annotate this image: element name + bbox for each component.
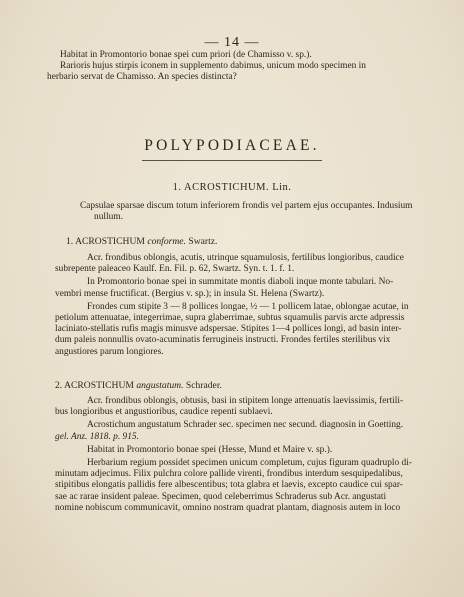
species-genus: ACROSTICHUM: [64, 380, 134, 391]
genus-desc-line: nullum.: [94, 212, 123, 223]
family-title: POLYPODIACEAE.: [144, 137, 320, 154]
desc-line: subrepente paleaceo Kaulf. En. Fil. p. 62, Swartz. Syn. t. 1. f. 1.: [55, 264, 295, 275]
intro-paragraph: [47, 50, 427, 84]
page-number: — 14 —: [204, 35, 260, 50]
species-epithet: angustatum.: [136, 380, 184, 391]
species-genus: ACROSTICHUM: [75, 236, 145, 247]
intro-line: Habitat in Promontorio bonae spei cum priori (de Chamisso v. sp.).: [60, 50, 312, 60]
desc-line: Herbarium regium possidet specimen unicum completum, cujus figuram quadruplo di-: [87, 458, 412, 469]
desc-line: Frondes cum stipite 3 — 8 pollices longae, ½ — 1 pollicem latae, oblongae acutae, in: [87, 301, 409, 312]
desc-line: angustiores parum longiores.: [55, 346, 164, 357]
intro-line: herbario servat de Chamisso. An species distincta?: [47, 72, 237, 83]
title-rule: [142, 160, 322, 161]
species-number: 1.: [66, 236, 74, 247]
intro-line: Rarioris hujus stirpis iconem in supplemento dabimus, unicum modo specimen in: [60, 61, 366, 72]
desc-line: gel. Anz. 1818. p. 915.: [55, 431, 139, 442]
genus-description: [80, 201, 420, 223]
desc-line: minutam adjecimus. Filix pulchra colore pallide virenti, frondibus interdum sesquipedalibus,: [55, 469, 403, 480]
species-author: Schrader.: [185, 380, 222, 391]
desc-line: In Promontorio bonae spei in summitate montis diaboli inque monte tabulari. No-: [87, 277, 394, 288]
species-author: Swartz.: [188, 236, 218, 247]
species-description: [47, 396, 427, 514]
species-description: [47, 253, 427, 358]
desc-line: dum paleis nonnullis ovato-acuminatis ferrugineis instructi. Frondes fertiles sterilibus vix: [55, 335, 391, 346]
desc-line: bus longioribus et angustioribus, caudice repenti sublaevi.: [55, 407, 273, 418]
desc-line: laciniato-stellatis rufis magis minusve adspersae. Stipites 1—4 pollices longi, ad basin inter-: [55, 324, 402, 335]
genus-heading: 1. ACROSTICHUM. Lin.: [172, 182, 292, 193]
species-number: 2.: [55, 380, 63, 391]
desc-line: Habitat in Promontorio bonae spei (Hesse, Mund et Maire v. sp.).: [87, 444, 333, 455]
desc-line: nomine nobiscum communicavit, omnino nostram quadrat plantam, diagnosis autem in loco: [55, 502, 401, 513]
desc-line: petiolum attenuatae, integerrimae, supra glaberrimae, subtus squamulis parvis arcte adpressis: [55, 313, 405, 324]
species-epithet: conforme.: [147, 236, 186, 247]
desc-line: Acr. frondibus oblongis, obtusis, basi in stipitem longe attenuatis laevissimis, fertili-: [87, 396, 404, 406]
species-heading: [66, 236, 217, 247]
desc-line: vembri mense fructificat. (Bergius v. sp.); in insula St. Helena (Swartz).: [55, 288, 325, 299]
desc-line: Acr. frondibus oblongis, acutis, utrinque squamulosis, fertilibus longioribus, caudice: [87, 253, 404, 263]
species-heading: [55, 380, 222, 391]
genus-desc-line: Capsulae sparsae discum totum inferiorem frondis vel partem ejus occupantes. Indusium: [80, 201, 413, 211]
desc-line: sae ac rarae insident paleae. Specimen, quod celeberrimus Schraderus sub Acr. angustati: [55, 491, 387, 502]
desc-line: stipitibus elongatis pallidis fere albescentibus; tota glabra et laevis, excepto caudice cui spar-: [55, 480, 403, 491]
desc-line: Acrostichum angustatum Schrader sec. specimen nec secund. diagnosin in Goetting.: [87, 420, 404, 431]
